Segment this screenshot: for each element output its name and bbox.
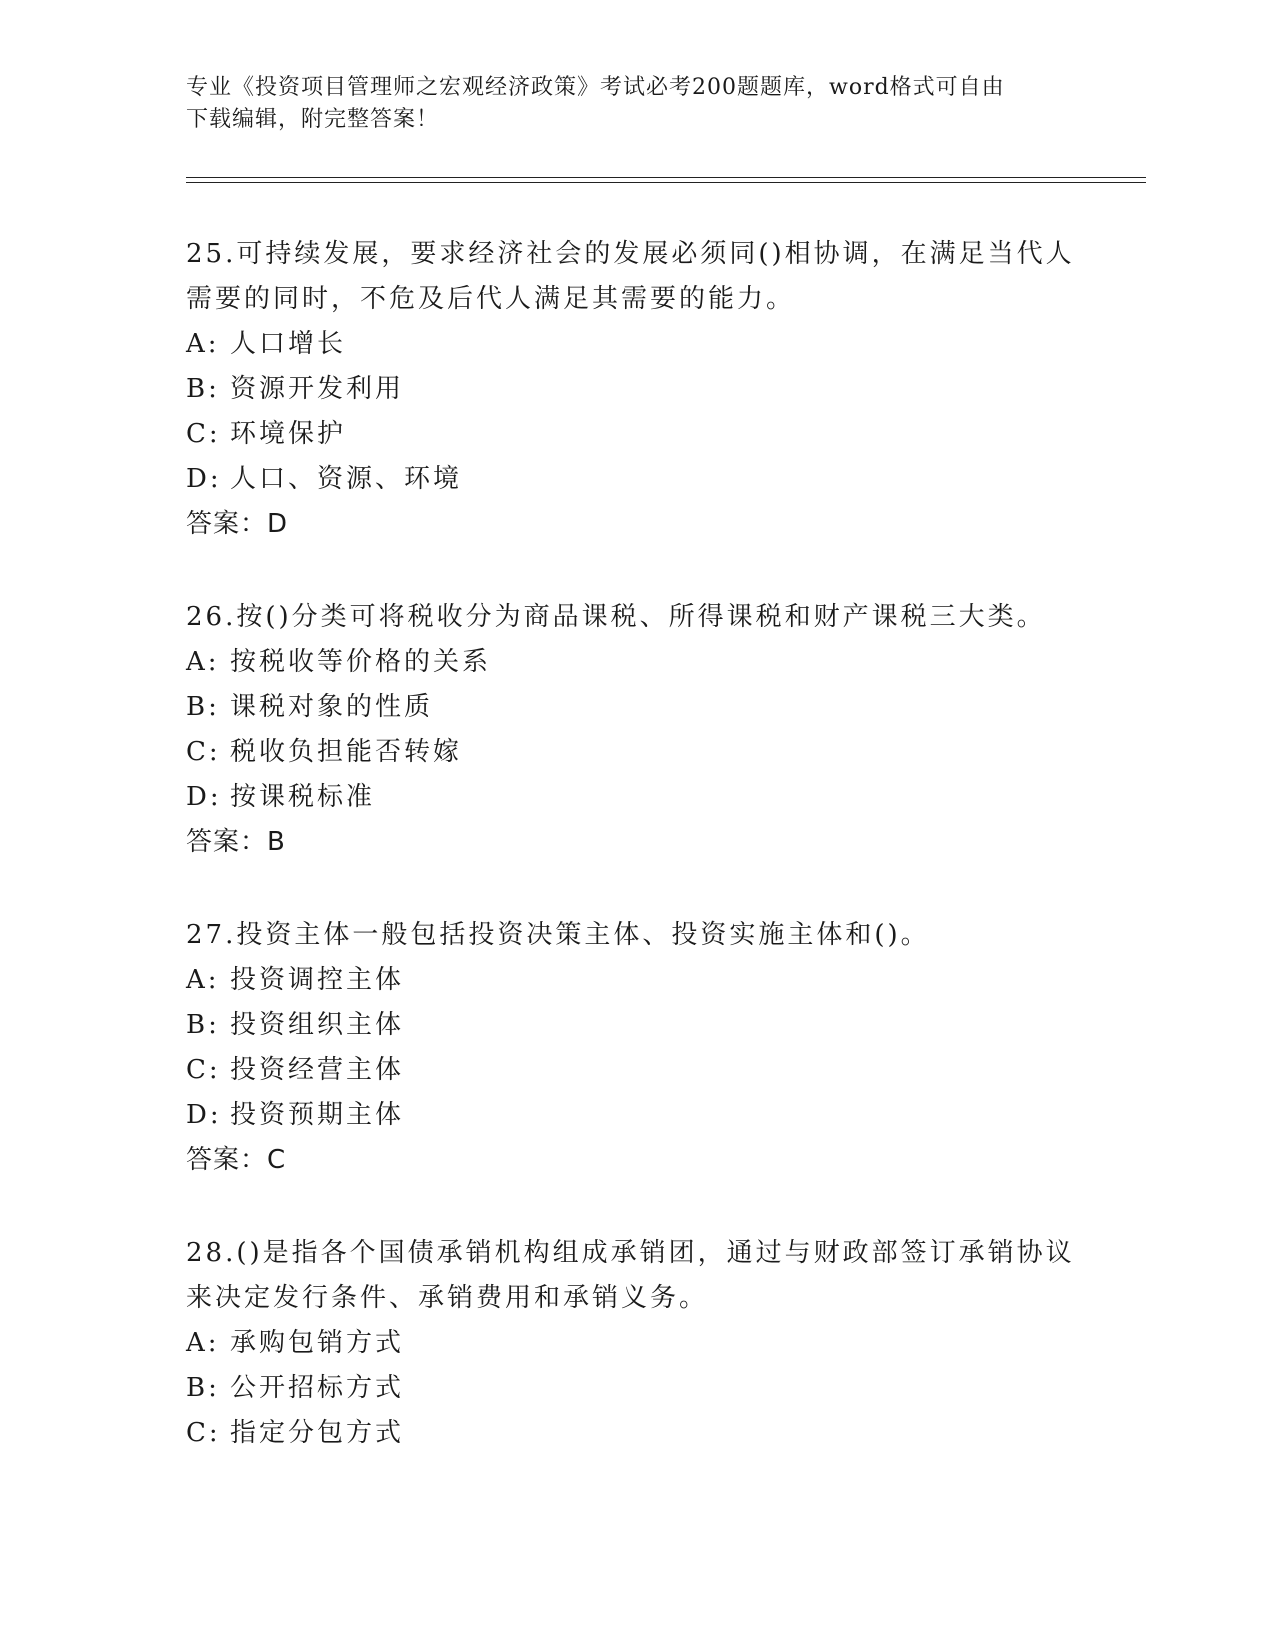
option-b [186,1366,1086,1411]
option-letter: A: [186,1328,220,1358]
option-c [186,1411,1086,1456]
option-d [186,775,1086,820]
option-letter: A: [186,965,220,995]
question-text-line: 25.可持续发展，要求经济社会的发展必须同()相协调，在满足当代人 [186,239,1075,269]
option-letter: C: [186,1418,221,1448]
option-text: 按税收等价格的关系 [230,647,492,677]
option-d [186,457,1086,502]
option-c [186,412,1086,457]
question-text-line: 来决定发行条件、承销费用和承销义务。 [186,1283,709,1313]
option-letter: B: [186,1373,220,1403]
option-letter: D: [186,1100,222,1130]
option-letter: B: [186,1010,220,1040]
option-text: 环境保护 [230,419,347,449]
option-letter: A: [186,647,220,677]
answer-line: 答案：D [186,509,289,539]
option-letter: C: [186,737,221,767]
question-text [186,1231,1086,1321]
option-text: 人口增长 [230,329,347,359]
question-28 [186,1231,1086,1456]
option-text: 投资经营主体 [230,1055,405,1085]
option-text: 投资组织主体 [230,1010,405,1040]
option-text: 指定分包方式 [230,1418,405,1448]
option-text: 课税对象的性质 [230,692,434,722]
option-c [186,1048,1086,1093]
answer-line: 答案：B [186,827,286,857]
question-26 [186,595,1086,865]
option-letter: B: [186,692,220,722]
option-a [186,958,1086,1003]
option-text: 资源开发利用 [230,374,405,404]
option-text: 人口、资源、环境 [230,464,463,494]
option-d [186,1093,1086,1138]
question-25 [186,232,1086,547]
question-text-line: 26.按()分类可将税收分为商品课税、所得课税和财产课税三大类。 [186,602,1046,632]
option-letter: D: [186,464,222,494]
option-letter: A: [186,329,220,359]
option-text: 承购包销方式 [230,1328,405,1358]
option-text: 公开招标方式 [230,1373,405,1403]
option-letter: C: [186,419,221,449]
option-letter: D: [186,782,222,812]
option-text: 投资预期主体 [230,1100,405,1130]
option-text: 税收负担能否转嫁 [230,737,463,767]
header-line-2: 下载编辑，附完整答案！ [186,107,440,132]
document-header [186,72,1066,136]
option-b [186,367,1086,412]
option-a [186,640,1086,685]
header-line-1: 专业《投资项目管理师之宏观经济政策》考试必考200题题库，word格式可自由 [186,75,1005,100]
option-a [186,1321,1086,1366]
option-letter: C: [186,1055,221,1085]
question-text [186,595,1086,640]
option-b [186,1003,1086,1048]
question-text [186,913,1086,958]
option-c [186,730,1086,775]
answer-line: 答案：C [186,1145,287,1175]
question-27 [186,913,1086,1183]
question-text-line: 28.()是指各个国债承销机构组成承销团，通过与财政部签订承销协议 [186,1238,1075,1268]
header-divider-bottom [186,182,1146,183]
question-text-line: 需要的同时，不危及后代人满足其需要的能力。 [186,284,796,314]
question-text-line: 27.投资主体一般包括投资决策主体、投资实施主体和()。 [186,920,930,950]
option-b [186,685,1086,730]
option-letter: B: [186,374,220,404]
question-text [186,232,1086,322]
option-a [186,322,1086,367]
option-text: 投资调控主体 [230,965,405,995]
option-text: 按课税标准 [230,782,376,812]
question-list [186,232,1086,1504]
header-divider-top [186,177,1146,178]
